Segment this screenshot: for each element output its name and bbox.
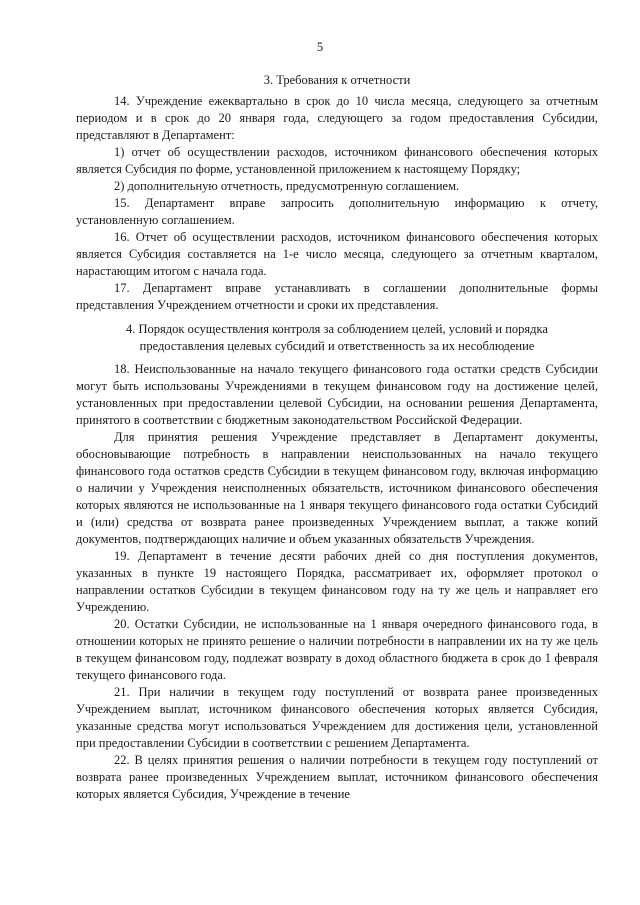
paragraph-14-item-2: 2) дополнительную отчетность, предусмотренную соглашением. xyxy=(114,179,460,193)
paragraph-17: 17. Департамент вправе устанавливать в соглашении дополнительные формы представления Учреждением отчетности и сроки их представления. xyxy=(76,281,598,312)
page-number: 5 xyxy=(316,40,324,54)
paragraph-22: 22. В целях принятия решения о наличии потребности в текущем году поступлений от возврата ранее произведенных Учреждением выплат, источником финансового обеспечения которых является Субсидия, Учреждение в течение xyxy=(76,753,598,801)
paragraph-20: 20. Остатки Субсидии, не использованные на 1 января очередного финансового года, в отношении которых не принято решение о наличии потребности в направлении их на ту же цель в текущем финансовом году, подлежат возврату в доход областного бюджета в срок до 1 февраля текущего финансового года. xyxy=(76,617,598,682)
section-4-title: 4. Порядок осуществления контроля за соблюдением целей, условий и порядка предоставления целевых субсидий и ответственность за их несоблюдение xyxy=(126,322,548,353)
paragraph-15: 15. Департамент вправе запросить дополнительную информацию к отчету, установленную соглашением. xyxy=(76,196,598,227)
paragraph-21: 21. При наличии в текущем году поступлений от возврата ранее произведенных Учреждением выплат, источником финансового обеспечения которых является Субсидия, указанные средства могут использоваться Учреждением для достижения цели, установленной при предоставлении Субсидии в соответствии с решением Департамента. xyxy=(76,685,598,750)
paragraph-16: 16. Отчет об осуществлении расходов, источником финансового обеспечения которых является Субсидия составляется на 1-е число месяца, следующего за отчетным кварталом, нарастающим итогом с начала года. xyxy=(76,230,598,278)
paragraph-14-item-1: 1) отчет об осуществлении расходов, источником финансового обеспечения которых является Субсидия по форме, установленной приложением к настоящему Порядку; xyxy=(76,145,598,176)
paragraph-18-continued: Для принятия решения Учреждение представляет в Департамент документы, обосновывающие потребность в направлении неиспользованных на начало текущего финансового года остатков средств Субсидии в текущем финансовом году, включая информацию о наличии у Учреждения неисполненных обязательств, источником финансового обеспечения которых являются не использованные на 1 января текущего финансового года остатки Субсидий и (или) средства от возврата ранее произведенных Учреждением выплат, а также копий документов, подтверждающих наличие и объем указанных обязательств Учреждения. xyxy=(76,430,598,546)
section-3-title: 3. Требования к отчетности xyxy=(263,73,411,87)
paragraph-14: 14. Учреждение ежеквартально в срок до 10 числа месяца, следующего за отчетным периодом и в срок до 20 января года, следующего за годом предоставления Субсидии, представляют в Департамент: xyxy=(76,94,598,142)
paragraph-18: 18. Неиспользованные на начало текущего финансового года остатки средств Субсидии могут быть использованы Учреждениями в текущем финансовом году на достижение целей, установленных при предоставлении целевой Субсидии, на основании решения Департамента, принятого в соответствии с бюджетным законодательством Российской Федерации. xyxy=(76,362,598,427)
document-body xyxy=(76,72,598,803)
paragraph-19: 19. Департамент в течение десяти рабочих дней со дня поступления документов, указанных в пункте 19 настоящего Порядка, рассматривает их, оформляет протокол о направлении остатков Субсидии в текущем финансовом году на ту же цель и направляет его Учреждению. xyxy=(76,549,598,614)
